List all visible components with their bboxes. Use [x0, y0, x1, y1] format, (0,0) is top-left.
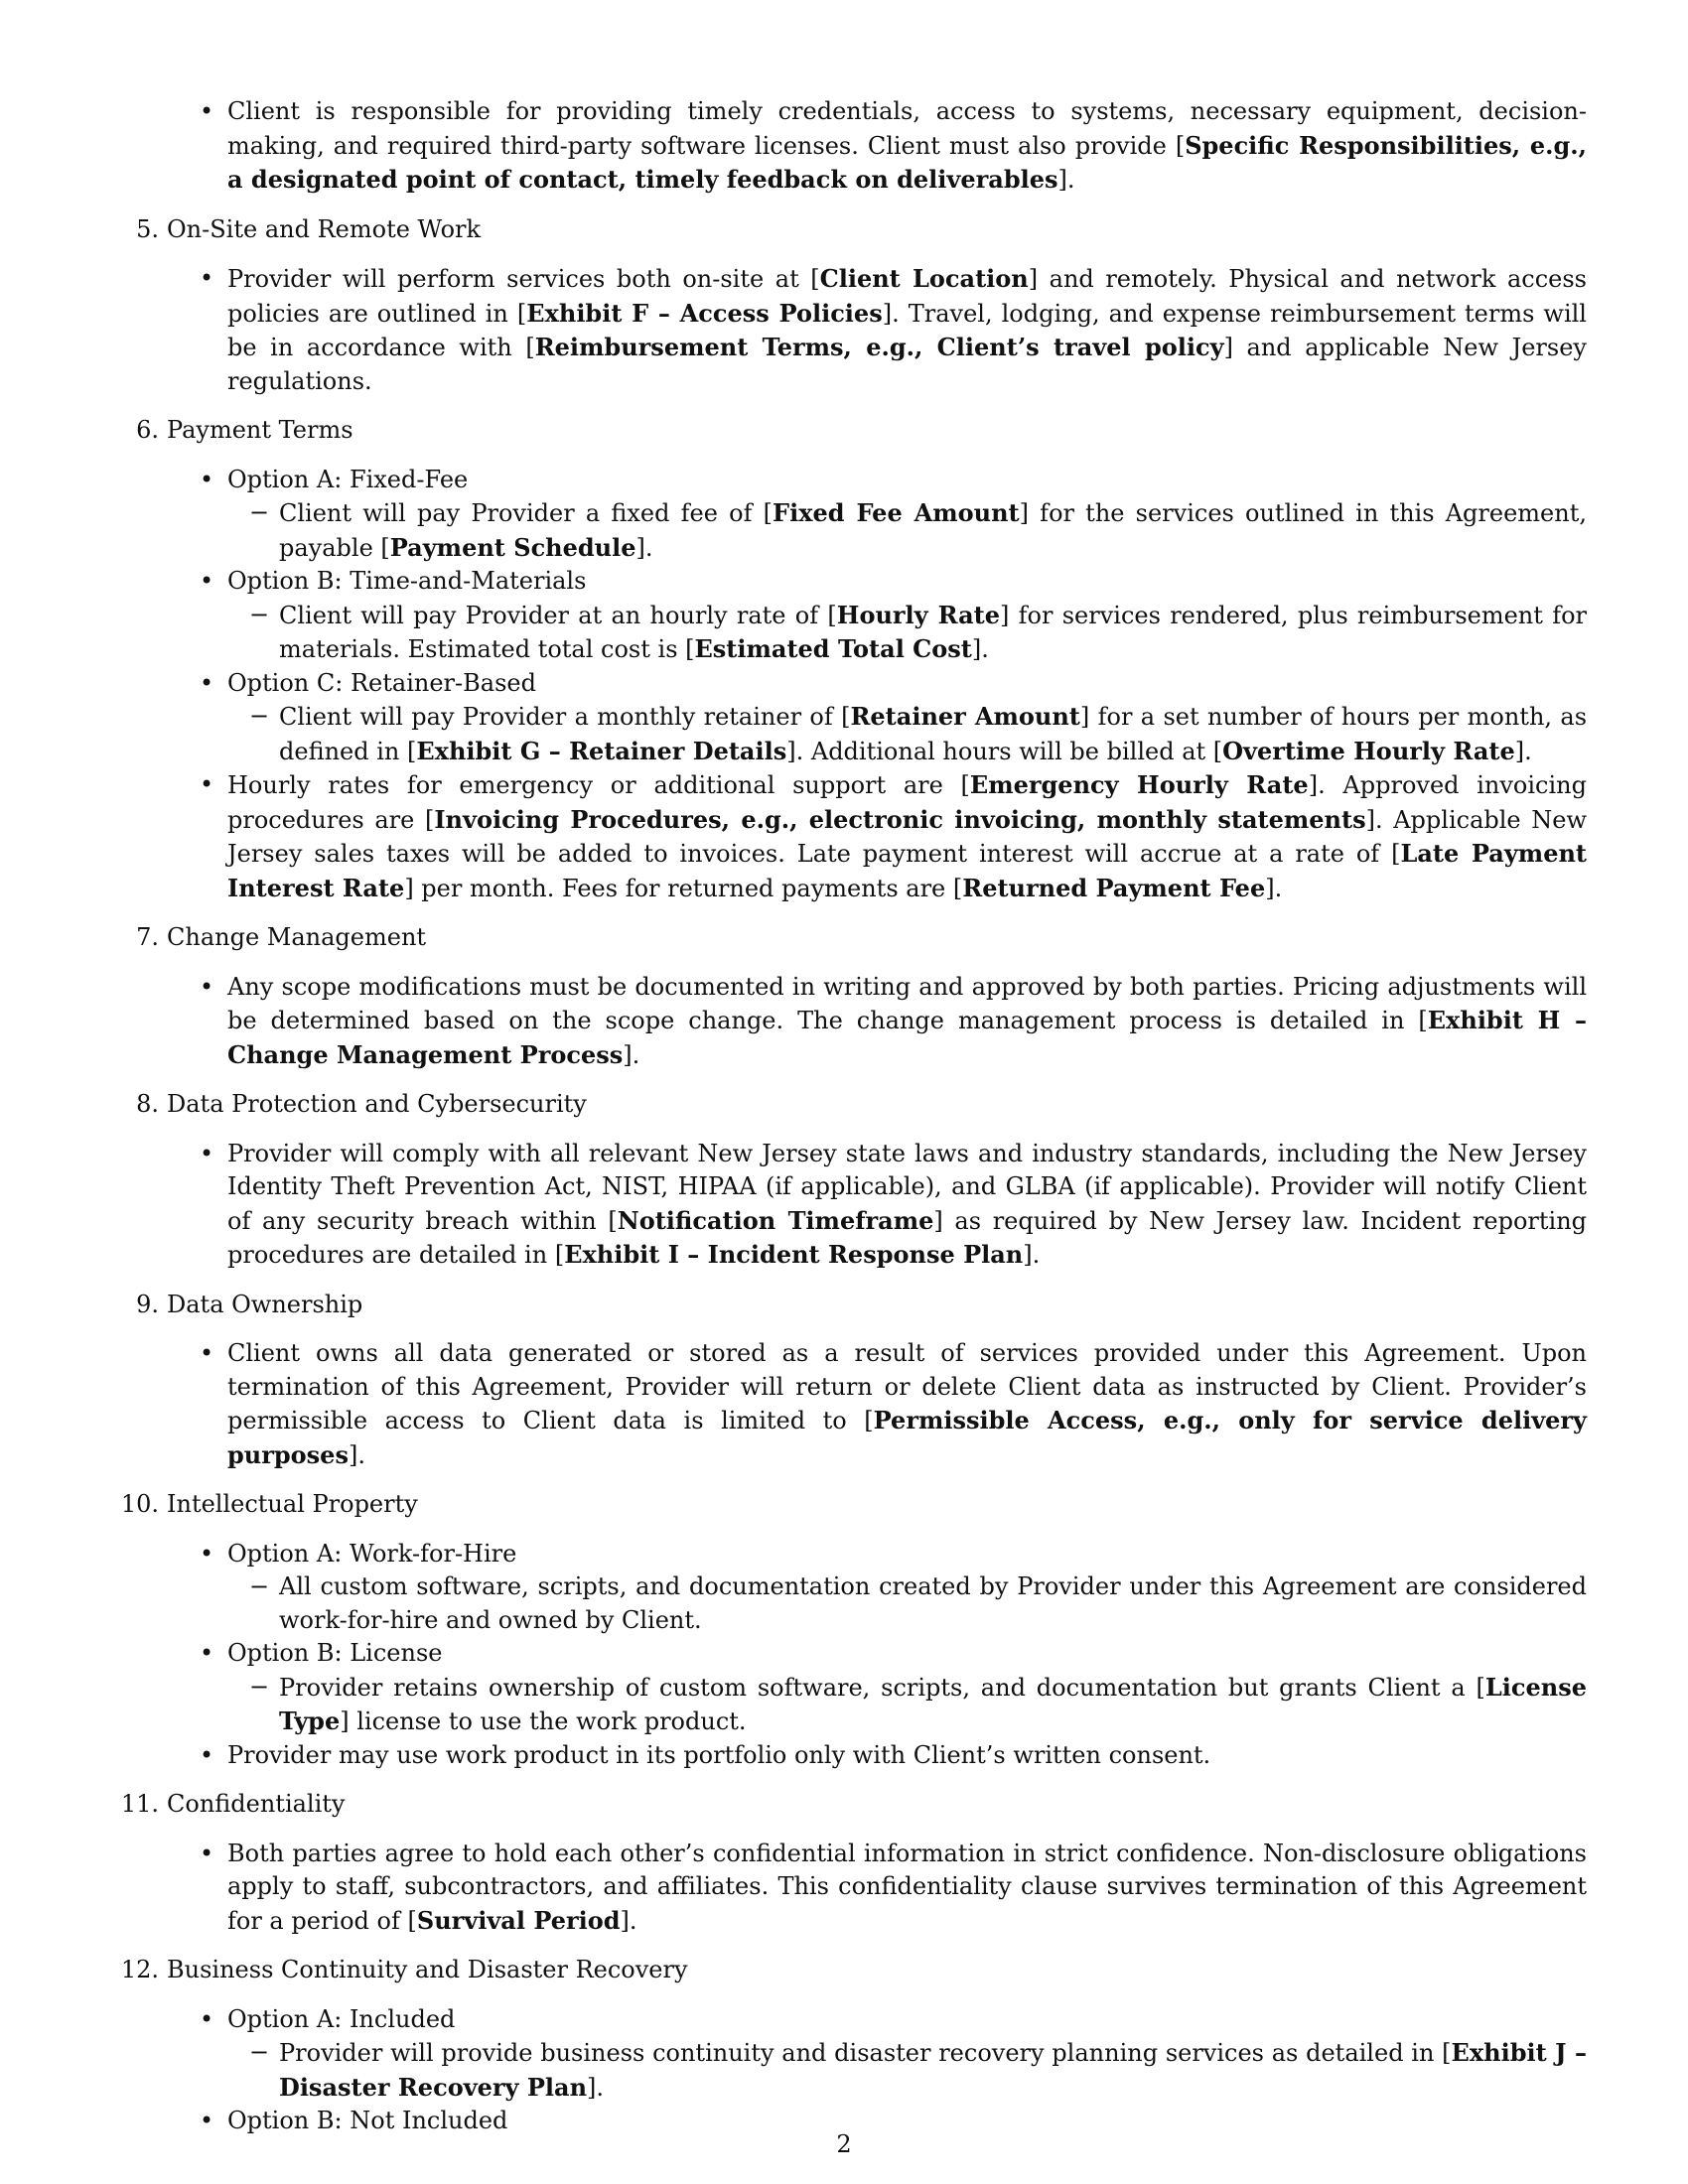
clause-text: ]. Travel, lodging, and expense reimbursement terms will be in accordance with [ — [227, 299, 1587, 361]
placeholder-field-text: Exhibit H – Change Management Process — [227, 1006, 1587, 1069]
section-11 — [120, 1788, 1587, 1938]
clause-text: ]. — [971, 635, 989, 663]
section-number: 10. — [120, 1490, 159, 1518]
bullet-item — [227, 1637, 1587, 1739]
intro-bullet-list — [167, 95, 1587, 198]
clause-text: Hourly rates for emergency or additional support are [ — [227, 771, 970, 799]
intro-block — [167, 95, 1587, 198]
bullet-item — [227, 667, 1587, 769]
placeholder-field-text: License Type — [279, 1672, 1587, 1735]
sub-bullet-item — [279, 700, 1587, 768]
document-body — [120, 95, 1588, 2154]
clause-text: Any scope modifications must be documented in writing and approved by both parties. Pricing adjustments will be determined based on the scope change. The change management process is detailed in [ — [227, 972, 1587, 1034]
section-5 — [136, 213, 1587, 399]
clause-text: ]. — [1265, 874, 1283, 902]
section-heading — [136, 1088, 1587, 1122]
placeholder-field-text: Exhibit J – Disaster Recovery Plan — [279, 2038, 1587, 2102]
section-10 — [120, 1488, 1587, 1772]
placeholder-field-text: Permissible Access, e.g., only for service delivery purposes — [227, 1406, 1588, 1469]
bullet-item — [227, 1838, 1587, 1939]
bullet-item — [227, 1538, 1587, 1638]
clause-text: ]. — [623, 1040, 640, 1069]
placeholder-field-text: Invoicing Procedures, e.g., electronic invoicing, monthly statements — [434, 804, 1366, 834]
section-title: On-Site and Remote Work — [167, 214, 482, 243]
section-9 — [136, 1289, 1588, 1473]
clause-text: Provider will provide business continuity and disaster recovery planning services as detailed in [ — [279, 2039, 1452, 2067]
section-title: Intellectual Property — [167, 1490, 418, 1518]
bullet-item — [227, 1337, 1587, 1472]
bullet-list — [167, 2003, 1587, 2138]
placeholder-field-text: Exhibit G – Retainer Details — [416, 736, 787, 765]
placeholder-field-text: Returned Payment Fee — [962, 873, 1266, 902]
clause-text: Option B: Not Included — [227, 2107, 508, 2134]
clause-text: Client is responsible for providing timely credentials, access to systems, necessary equipment, decision-making, and required third-party software licenses. Client must also provide [ — [227, 97, 1587, 160]
clause-text: ]. — [587, 2073, 605, 2102]
section-number: 5. — [136, 214, 159, 243]
sub-bullet-list — [227, 1671, 1587, 1739]
section-title: Payment Terms — [167, 416, 353, 444]
section-number: 6. — [136, 416, 159, 444]
clause-text: Client will pay Provider a monthly retainer of [ — [279, 703, 851, 731]
placeholder-field-text: Specific Responsibilities, e.g., a designated point of contact, timely feedback on deliverables — [227, 130, 1587, 194]
clause-text: Option A: Fixed-Fee — [227, 465, 469, 493]
section-heading — [120, 1788, 1587, 1822]
placeholder-field-text: Late Payment Interest Rate — [227, 839, 1588, 902]
sub-bullet-item — [279, 1671, 1587, 1739]
sub-bullet-list — [227, 1570, 1587, 1637]
clause-text: ] license to use the work product. — [340, 1707, 747, 1735]
section-heading — [120, 1488, 1587, 1522]
placeholder-field-text: Hourly Rate — [836, 600, 1001, 629]
clause-text: ] as required by New Jersey law. Incident reporting procedures are detailed in [ — [227, 1206, 1588, 1269]
section-title: Confidentiality — [167, 1790, 346, 1818]
clause-text: Client owns all data generated or stored as a result of services provided under this Agreement. Upon termination of this Agreement, Provider will return or delete Client data as instructed by Client. Provider’s permissible access to Client data is limited to [ — [227, 1339, 1587, 1434]
placeholder-field-text: Estimated Total Cost — [694, 634, 972, 663]
clause-text: ]. — [635, 533, 653, 562]
placeholder-field-text: Fixed Fee Amount — [773, 498, 1020, 527]
sub-bullet-list — [227, 2036, 1587, 2105]
bullet-list — [167, 1838, 1587, 1939]
bullet-item — [227, 768, 1587, 905]
section-heading — [136, 921, 1587, 955]
section-number: 9. — [136, 1290, 159, 1318]
section-title: Change Management — [167, 923, 427, 951]
sub-bullet-item — [279, 1570, 1587, 1637]
section-6 — [136, 414, 1588, 905]
placeholder-field-text: Overtime Hourly Rate — [1222, 736, 1515, 765]
clause-text: ] for a set number of hours per month, as defined in [ — [279, 703, 1588, 765]
clause-text: Option B: Time-and-Materials — [227, 567, 587, 595]
clause-text: ]. — [1514, 737, 1532, 765]
clause-text: ]. — [620, 1906, 637, 1935]
section-number: 12. — [120, 1956, 159, 1983]
clause-text: Both parties agree to hold each other’s confidential information in strict confidence. Non-disclosure obligations apply to staff, subcontractors, and affiliates. This confidentiality clause survives termination of this Agreement for a period of [ — [227, 1839, 1587, 1935]
bullet-list — [167, 1138, 1587, 1273]
clause-text: ]. Approved invoicing procedures are [ — [227, 771, 1587, 834]
placeholder-field-text: Survival Period — [416, 1905, 621, 1935]
bullet-list — [167, 1337, 1587, 1472]
placeholder-field-text: Reimbursement Terms, e.g., Client’s travel policy — [534, 333, 1224, 361]
clause-text: ]. — [1057, 166, 1075, 194]
clause-text: Option A: Included — [227, 2004, 456, 2033]
bullet-item — [227, 1739, 1587, 1773]
bullet-list — [167, 262, 1587, 398]
clause-text: Provider will comply with all relevant New Jersey state laws and industry standards, including the New Jersey Identity Theft Prevention Act, NIST, HIPAA (if applicable), and GLBA (if applicable). Provider will notify Client of any security breach within [ — [227, 1139, 1587, 1235]
clause-text: ] for the services outlined in this Agreement, payable [ — [279, 499, 1587, 562]
clause-text: ] and applicable New Jersey regulations. — [227, 334, 1587, 395]
clause-text: ] and remotely. Physical and network access policies are outlined in [ — [227, 265, 1587, 328]
page-number: 2 — [836, 2130, 852, 2158]
clause-text: ]. — [348, 1440, 365, 1469]
sub-bullet-item — [279, 2036, 1587, 2105]
bullet-item — [227, 565, 1587, 667]
clause-text: ]. Additional hours will be billed at [ — [786, 737, 1223, 765]
section-heading — [120, 1954, 1587, 1987]
placeholder-field-text: Emergency Hourly Rate — [969, 770, 1309, 799]
section-8 — [136, 1088, 1588, 1273]
bullet-item — [227, 1138, 1587, 1273]
clause-text: ] per month. Fees for returned payments are [ — [404, 874, 963, 902]
section-12 — [120, 1954, 1587, 2138]
section-title: Data Ownership — [167, 1290, 363, 1318]
section-title: Business Continuity and Disaster Recovery — [167, 1956, 688, 1983]
clause-text: Option C: Retainer-Based — [227, 668, 536, 697]
clause-text: All custom software, scripts, and documentation created by Provider under this Agreement are considered work-for-hire and owned by Client. — [279, 1572, 1587, 1634]
clause-text: Provider retains ownership of custom software, scripts, and documentation but grants Client a [ — [279, 1673, 1485, 1702]
sub-bullet-item — [279, 496, 1587, 565]
section-heading — [136, 414, 1587, 448]
clause-text: ]. Applicable New Jersey sales taxes will be added to invoices. Late payment interest will accrue at a rate of [ — [227, 805, 1587, 868]
section-heading — [136, 213, 1587, 247]
bullet-item — [227, 262, 1587, 398]
section-heading — [136, 1289, 1587, 1322]
clause-text: Provider may use work product in its portfolio only with Client’s written consent. — [227, 1740, 1211, 1769]
sub-bullet-item — [279, 599, 1587, 667]
section-number: 7. — [136, 923, 159, 951]
bullet-list — [167, 971, 1587, 1073]
bullet-item — [227, 464, 1587, 566]
clause-text: Client will pay Provider a fixed fee of [ — [279, 499, 774, 527]
section-number: 11. — [120, 1790, 159, 1818]
section-title: Data Protection and Cybersecurity — [167, 1090, 587, 1118]
placeholder-field-text: Notification Timeframe — [617, 1205, 934, 1235]
bullet-list — [167, 1538, 1587, 1773]
clause-text: Option A: Work-for-Hire — [227, 1539, 517, 1568]
clause-text: ]. — [1023, 1241, 1041, 1269]
placeholder-field-text: Exhibit F – Access Policies — [526, 298, 883, 328]
clause-text: ] for services rendered, plus reimbursement for materials. Estimated total cost is [ — [279, 601, 1587, 663]
placeholder-field-text: Retainer Amount — [850, 702, 1080, 731]
placeholder-field-text: Client Location — [819, 264, 1029, 293]
bullet-item — [227, 971, 1587, 1073]
clause-text: Option B: License — [227, 1639, 443, 1667]
clause-text: Client will pay Provider at an hourly rate of [ — [279, 601, 837, 629]
bullet-list — [167, 464, 1587, 906]
sub-bullet-list — [227, 496, 1587, 565]
placeholder-field-text: Exhibit I – Incident Response Plan — [564, 1240, 1024, 1269]
intro-bullet — [227, 95, 1587, 198]
section-number: 8. — [136, 1090, 159, 1118]
sub-bullet-list — [227, 700, 1587, 768]
section-7 — [136, 921, 1587, 1072]
clause-text: Provider will perform services both on-site at [ — [227, 265, 820, 293]
bullet-item — [227, 2003, 1587, 2106]
sub-bullet-list — [227, 599, 1587, 667]
placeholder-field-text: Payment Schedule — [389, 532, 636, 562]
